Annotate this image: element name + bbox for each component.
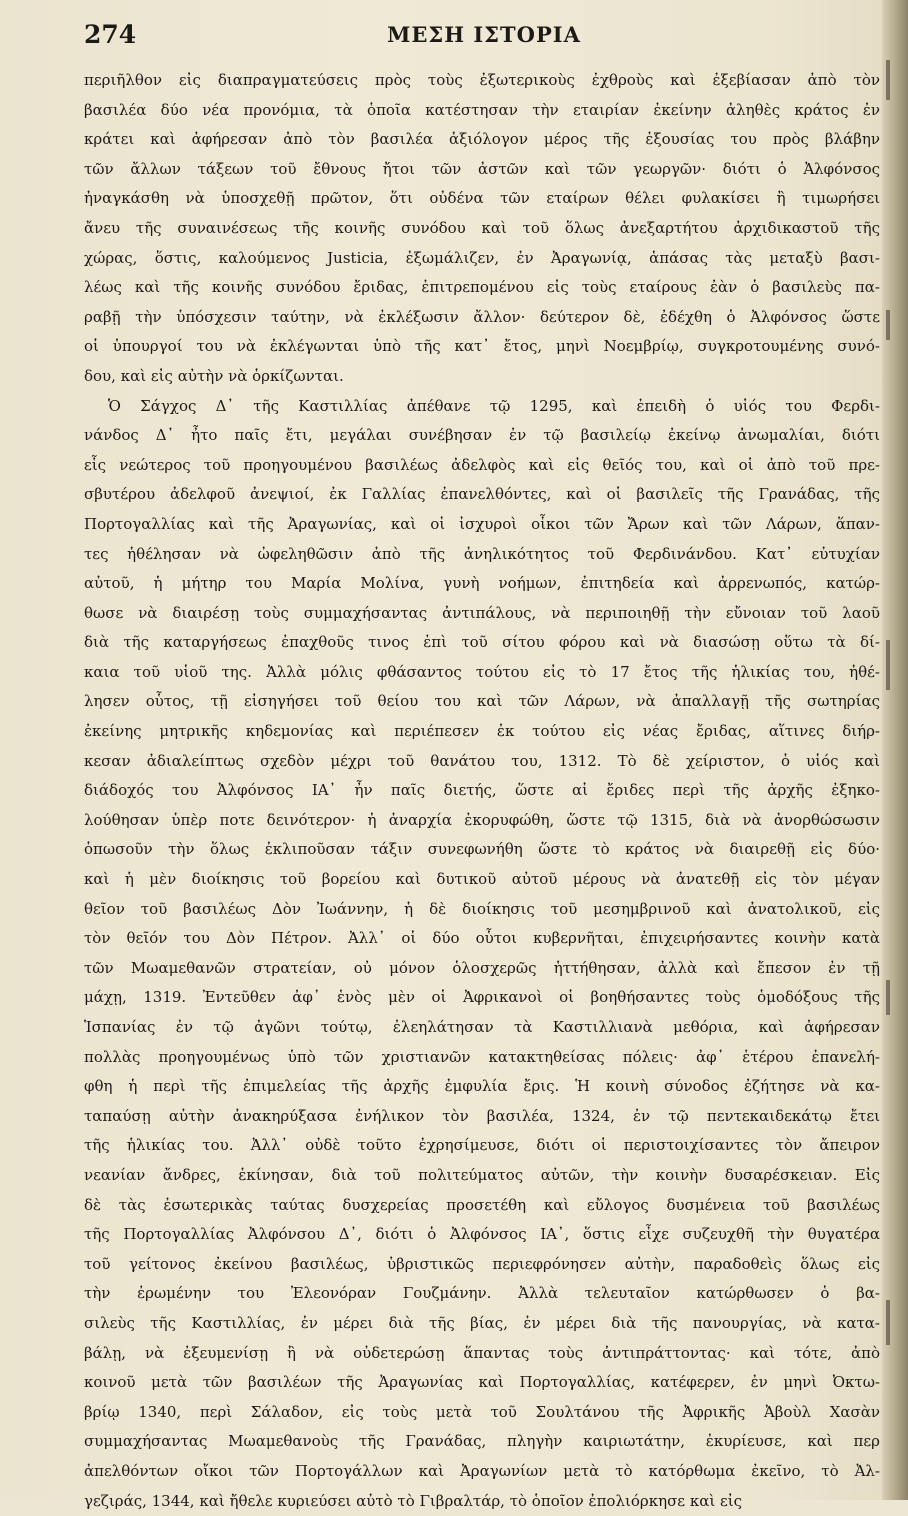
text-line: δου, καὶ εἰς αὐτὴν νὰ ὁρκίζωνται. [84,362,880,392]
body-text [84,66,880,1516]
text-line: διάδοχός του Ἀλφόνσος ΙΑ᾽ ἦν παῖς διετής, ὥστε αἱ ἔριδες περὶ τῆς ἀρχῆς ἐξηκο- [84,776,880,806]
text-line: θεῖον τοῦ βασιλέως Δὸν Ἰωάννην, ἡ δὲ διοίκησις τοῦ μεσημβρινοῦ καὶ ἀνατολικοῦ, εἰς [84,895,880,925]
edge-mark [886,980,890,1015]
text-line: Πορτογαλλίας καὶ τῆς Ἀραγωνίας, καὶ οἱ ἰσχυροὶ οἶκοι τῶν Ἄρων καὶ τῶν Λάρων, ἅπαν- [84,510,880,540]
text-line: Ὁ Σάγχος Δ᾽ τῆς Καστιλλίας ἀπέθανε τῷ 1295, καὶ ἐπειδὴ ὁ υἱός του Φερδι- [84,392,880,422]
text-line: λούθησαν ὑπὲρ ποτε δεινότερον· ἡ ἀναρχία ἐκορυφώθη, ὥστε τῷ 1315, διὰ νὰ ἀνορθώσωσιν [84,806,880,836]
text-line: τῶν ἄλλων τάξεων τοῦ ἔθνους ἤτοι τῶν ἀστῶν καὶ τῶν γεωργῶν· διότι ὁ Ἀλφόνσος [84,155,880,185]
text-line: σβυτέρου ἀδελφοῦ ἀνεψιοί, ἐκ Γαλλίας ἐπανελθόντες, καὶ οἱ βασιλεῖς τῆς Γρανάδας, τῆς [84,480,880,510]
text-line: λησεν οὗτος, τῇ εἰσηγήσει τοῦ θείου του καὶ τῶν Λάρων, νὰ ἀπαλλαγῇ τῆς σωτηρίας [84,687,880,717]
text-line: περιῆλθον εἰς διαπραγματεύσεις πρὸς τοὺς ἐξωτερικοὺς ἐχθροὺς καὶ ἐξεβίασαν ἀπὸ τὸν [84,66,880,96]
text-line: κοινοῦ μετὰ τῶν βασιλέων τῆς Ἀραγωνίας καὶ Πορτογαλλίας, κατέφερεν, ἐν μηνὶ Ὀκτω- [84,1368,880,1398]
text-line: τοῦ γείτονος ἐκείνου βασιλέως, ὑβριστικῶς περιεφρόνησεν αὐτὴν, παραδοθεὶς ὅλως εἰς [84,1250,880,1280]
text-line: πολλὰς προηγουμένως ὑπὸ τῶν χριστιανῶν κατακτηθείσας πόλεις· ἀφ᾽ ἑτέρου ἐπανελή- [84,1043,880,1073]
text-line: ἄνευ τῆς συναινέσεως τῆς κοινῆς συνόδου καὶ τοῦ ὅλως ἀνεξαρτήτου ἀρχιδικαστοῦ τῆς [84,214,880,244]
text-line: καια τοῦ υἱοῦ της. Ἀλλὰ μόλις φθάσαντος τούτου εἰς τὸ 17 ἔτος τῆς ἡλικίας του, ἠθέ- [84,658,880,688]
page-number: 274 [84,20,136,49]
text-line: ἠναγκάσθη νὰ ὑποσχεθῇ πρῶτον, ὅτι οὐδένα τῶν εταίρων θέλει φυλακίσει ἢ τιμωρήσει [84,184,880,214]
text-line: τὴν ἐρωμένην του Ἐλεονόραν Γουζμάνην. Ἀλλὰ τελευταῖον κατώρθωσεν ὁ βα- [84,1279,880,1309]
text-line: συμμαχήσαντας Μωαμεθανοὺς τῆς Γρανάδας, πληγὴν καιριωτάτην, ἐκυρίευσε, καὶ περ [84,1427,880,1457]
text-line: χώρας, ὅστις, καλούμενος Justicia, ἐξωμάλιζεν, ἐν Ἀραγωνίᾳ, ἁπάσας τὰς μεταξὺ βασι- [84,244,880,274]
text-line: θωσε νὰ διαιρέσῃ τοὺς συμμαχήσαντας ἀντιπάλους, νὰ περιποιηθῇ τὴν εὔνοιαν τοῦ λαοῦ [84,599,880,629]
edge-mark [886,310,890,340]
text-line: Ἱσπανίας ἐν τῷ ἀγῶνι τούτῳ, ἐλεηλάτησαν τὰ Καστιλλιανὰ μεθόρια, καὶ ἀφήρεσαν [84,1013,880,1043]
text-line: κεσαν ἀδιαλείπτως σχεδὸν μέχρι τοῦ θανάτου του, 1312. Τὸ δὲ χείριστον, ὁ υἱός καὶ [84,747,880,777]
text-line: μάχῃ, 1319. Ἐντεῦθεν ἀφ᾽ ἑνὸς μὲν οἱ Ἀφρικανοὶ οἱ βοηθήσαντες τοὺς ὁμοδόξους τῆς [84,983,880,1013]
text-line: φθη ἡ περὶ τῆς ἐπιμελείας τῆς ἀρχῆς ἐμφυλία ἔρις. Ἡ κοινὴ σύνοδος ἐζήτησε νὰ κα- [84,1072,880,1102]
text-line: εἷς νεώτερος τοῦ προηγουμένου βασιλέως ἀδελφὸς καὶ εἰς θεῖός του, καὶ οἱ ἀπὸ τοῦ πρε- [84,451,880,481]
text-line: τῆς ἡλικίας του. Ἀλλ᾽ οὐδὲ τοῦτο ἐχρησίμευσε, διότι οἱ περιστοιχίσαντες τὸν ἄπειρον [84,1131,880,1161]
edge-mark [886,60,890,100]
text-line: ἀπελθόντων οἴκοι τῶν Πορτογάλλων καὶ Ἀραγωνίων μετὰ τὸ κατόρθωμα ἐκεῖνο, τὸ Ἀλ- [84,1457,880,1487]
text-line: αὐτοῦ, ἡ μήτηρ του Μαρία Μολίνα, γυνὴ νοήμων, ἐπιτηδεία καὶ ἀρρενωπός, κατώρ- [84,569,880,599]
text-line: δὲ τὰς ἐσωτερικὰς ταύτας δυσχερείας προσετέθη καὶ εὔλογος δυσμένεια τοῦ βασιλέως [84,1191,880,1221]
edge-mark [886,640,890,690]
text-line: ἐκείνης μητρικῆς κηδεμονίας καὶ περιέπεσεν ἐκ τούτου εἰς νέας ἔριδας, αἵτινες διήρ- [84,717,880,747]
text-line: βάλῃ, νὰ ἐξευμενίσῃ ἢ νὰ οὐδετερώσῃ ἅπαντας τοὺς ἀντιπράττοντας· καὶ τότε, ἀπὸ [84,1339,880,1369]
text-line: τες ἠθέλησαν νὰ ὠφεληθῶσιν ἀπὸ τῆς ἀνηλικότητος τοῦ Φερδινάνδου. Κατ᾽ εὐτυχίαν [84,540,880,570]
text-line: τῆς Πορτογαλλίας Ἀλφόνσου Δ᾽, διότι ὁ Ἀλφόνσος ΙΑ᾽, ὅστις εἶχε συζευχθῆ τὴν θυγατέρα [84,1220,880,1250]
text-line: τὸν θεῖόν του Δὸν Πέτρον. Ἀλλ᾽ οἱ δύο οὗτοι κυβερνῆται, ἐπιχειρήσαντες κοινὴν κατὰ [84,924,880,954]
text-line: ταπαύσῃ αὐτὴν ἀνακηρύξασα ἐνήλικον τὸν βασιλέα, 1324, ἐν τῷ πεντεκαιδεκάτῳ ἔτει [84,1102,880,1132]
text-line: νάνδος Δ᾽ ἦτο παῖς ἔτι, μεγάλαι συνέβησαν ἐν τῷ βασιλείῳ ἐκείνῳ ἀνωμαλίαι, διότι [84,421,880,451]
text-line: γεζιράς, 1344, καὶ ἤθελε κυριεύσει αὐτὸ τὸ Γιβραλτάρ, τὸ ὁποῖον ἐπολιόρκησε καὶ εἰς [84,1487,880,1516]
text-line: λέως καὶ τῆς κοινῆς συνόδου ἔριδας, ἐπιτρεπομένου εἰς τοὺς εταίρους ἐὰν ὁ βασιλεὺς πα- [84,273,880,303]
running-title: ΜΕΣΗ ΙΣΤΟΡΙΑ [84,22,884,47]
page-header [84,20,884,56]
text-line: βασιλέα δύο νέα προνόμια, τὰ ὁποῖα κατέστησαν τὴν εταιρίαν ἐκείνην ἀληθὲς κράτος ἐν [84,96,880,126]
text-line: νεανίαν ἄνδρες, ἐκίνησαν, διὰ τοῦ πολιτεύματος αὐτῶν, τὴν κοινὴν δυσαρέσκειαν. Εἰς [84,1161,880,1191]
text-line: κράτει καὶ ἀφήρεσαν ἀπὸ τὸν βασιλέα ἀξιόλογον μέρος τῆς ἐξουσίας του πρὸς βλάβην [84,125,880,155]
text-line: ραβῇ τὴν ὑπόσχεσιν ταύτην, νὰ ἐκλέξωσιν ἄλλον· δεύτερον δὲ, ἐδέχθη ὁ Ἀλφόνσος ὥστε [84,303,880,333]
book-binding-edge [882,0,908,1500]
paragraph-1 [84,66,880,392]
text-line: οἱ ὑπουργοί του νὰ ἐκλέγωνται ὑπὸ τῆς κατ᾽ ἔτος, μηνὶ Νοεμβρίῳ, συγκροτουμένης συνό- [84,332,880,362]
paragraph-2 [84,392,880,1516]
edge-mark [886,1300,890,1345]
text-line: τῶν Μωαμεθανῶν στρατείαν, οὐ μόνον ὁλοσχερῶς ἡττήθησαν, ἀλλὰ καὶ ἔπεσον ἐν τῇ [84,954,880,984]
text-line: διὰ τῆς καταργήσεως ἐπαχθοῦς τινος ἐπὶ τοῦ σίτου φόρου καὶ νὰ διασώσῃ οὕτω τὰ δί- [84,628,880,658]
text-line: βρίῳ 1340, περὶ Σάλαδον, εἰς τοὺς μετὰ τοῦ Σουλτάνου τῆς Ἀφρικῆς Ἀβοὺλ Χασὰν [84,1398,880,1428]
text-line: καὶ ἡ μὲν διοίκησις τοῦ βορείου καὶ δυτικοῦ αὐτοῦ μέρους νὰ ἀνατεθῇ εἰς τὸν μέγαν [84,865,880,895]
text-line: ὁπωσοῦν τὴν ὅλως ἐκλιποῦσαν τάξιν συνεφωνήθη ὥστε τὸ κράτος νὰ διαιρεθῇ εἰς δύο· [84,835,880,865]
text-line: σιλεὺς τῆς Καστιλλίας, ἐν μέρει διὰ τῆς βίας, ἐν μέρει διὰ τῆς πανουργίας, νὰ κατα- [84,1309,880,1339]
